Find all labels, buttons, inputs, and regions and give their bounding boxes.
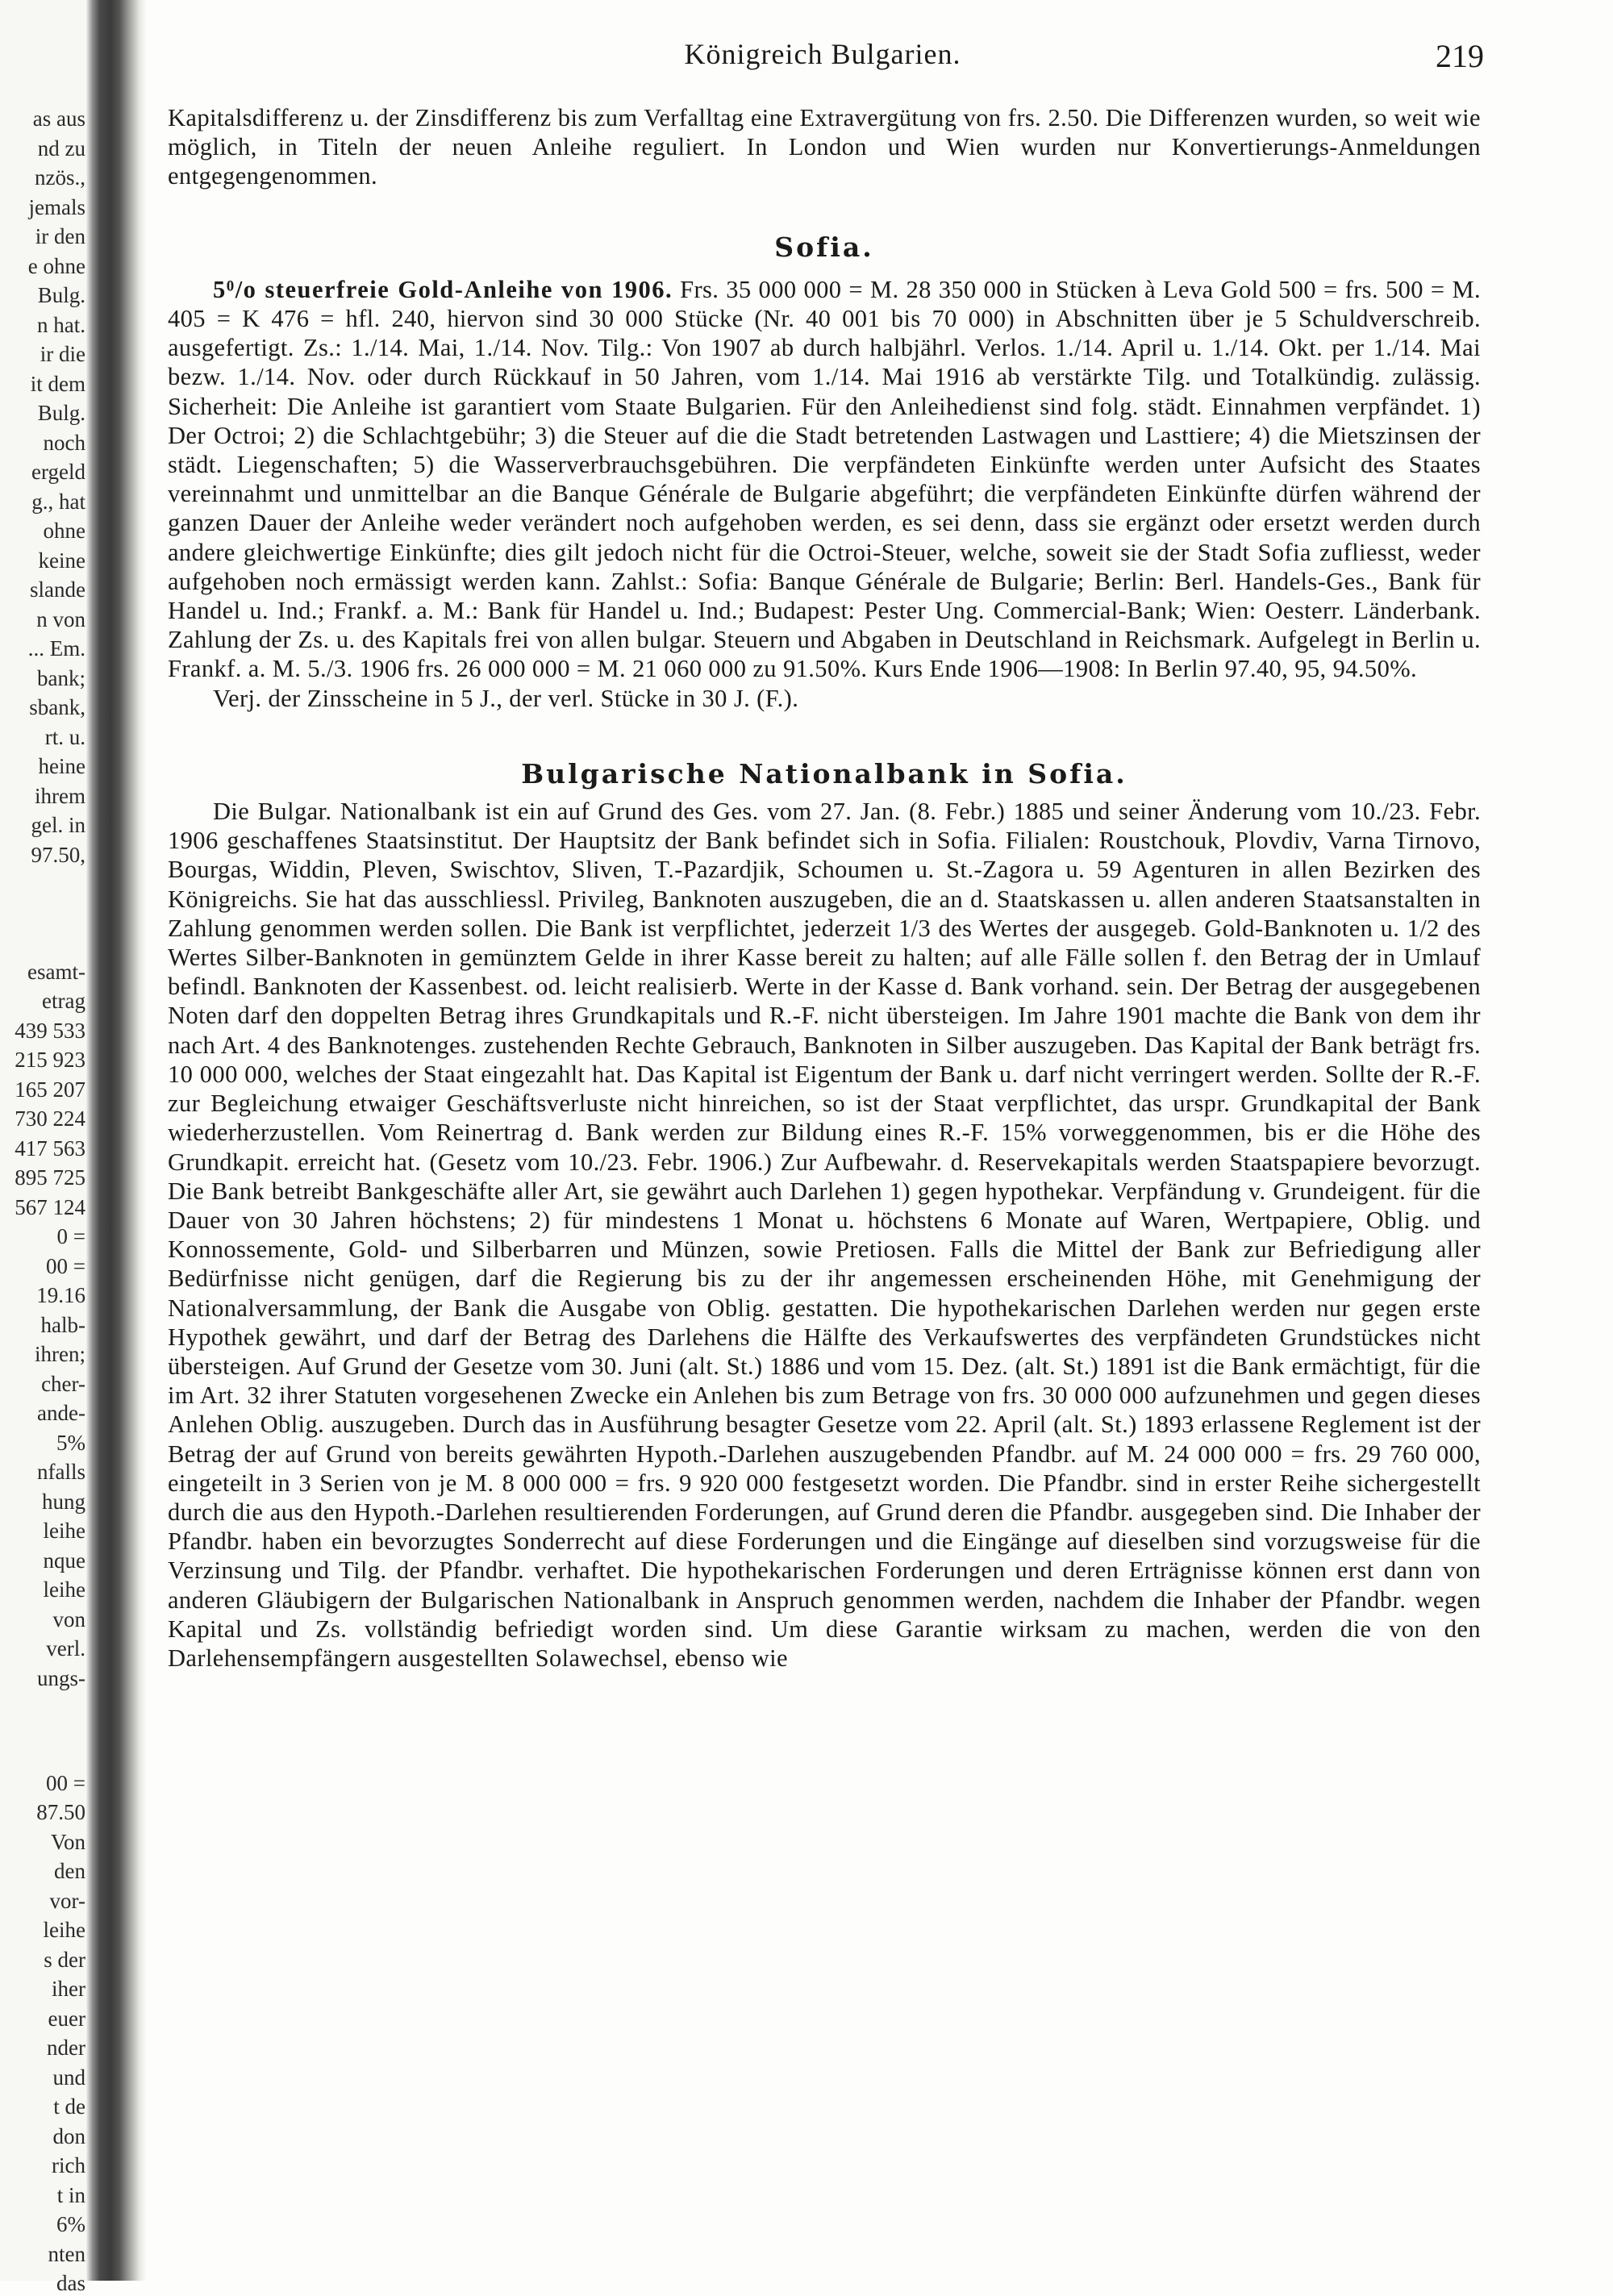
facing-page-fragment: t in (56, 2182, 85, 2207)
facing-page-fragment: it dem (30, 371, 85, 396)
verjaehrung-line: Verj. der Zinsscheine in 5 J., der verl. Stücke in 30 J. (F.). (213, 684, 799, 712)
page-header (161, 37, 1484, 85)
facing-page-fragment: 730 224 (15, 1106, 85, 1131)
facing-page-fragment: Von (50, 1829, 85, 1854)
facing-page-fragment: ... Em. (27, 636, 85, 660)
facing-page-fragment: leihe (43, 1918, 85, 1942)
facing-page-fragment: 895 725 (15, 1165, 85, 1190)
facing-page-fragment: 97.50, (31, 842, 85, 867)
facing-page-fragment: hung (42, 1489, 85, 1514)
facing-page-fragment: 19.16 (36, 1283, 85, 1307)
facing-page-fragment: euer (48, 2006, 85, 2031)
facing-page-fragment: ungs- (37, 1665, 85, 1690)
facing-page-fragment: 567 124 (15, 1194, 85, 1219)
page-number: 219 (1436, 38, 1484, 74)
facing-page-fragment: ohne (43, 519, 85, 543)
facing-page-fragment: 439 533 (15, 1018, 85, 1043)
loan-heading: $5^0/o$ steuerfreie Gold-Anleihe von 1906. (213, 275, 673, 303)
facing-page-fragment: 215 923 (15, 1048, 85, 1072)
facing-page-fragment: ihren; (35, 1342, 85, 1366)
facing-page-fragment: nque (43, 1548, 85, 1573)
facing-page-fragment: nfalls (37, 1460, 85, 1484)
facing-page-fragment: nten (48, 2241, 85, 2266)
facing-page-fragment: und (52, 2065, 85, 2090)
facing-page-fragment: den (54, 1859, 85, 1883)
book-gutter (86, 0, 147, 2281)
facing-page-fragment: ir die (40, 342, 85, 366)
facing-page-fragment: keine (38, 548, 85, 573)
facing-page-fragment: nder (47, 2036, 85, 2060)
facing-page-fragment: nzös., (35, 165, 85, 190)
facing-page-fragment: t de (53, 2094, 85, 2119)
facing-page-fragment: gel. in (31, 813, 85, 837)
facing-page-fragment: das (56, 2271, 85, 2295)
facing-page-fragment: 6% (56, 2212, 85, 2236)
facing-page-fragment: iher (52, 1977, 85, 2001)
facing-page-fragment: sbank, (29, 695, 85, 719)
facing-page-fragment: don (52, 2123, 85, 2148)
facing-page-fragment: 417 563 (15, 1135, 85, 1161)
facing-page-fragment: von (52, 1606, 85, 1631)
nationalbank-paragraph: Die Bulgar. Nationalbank ist ein auf Grund des Ges. vom 27. Jan. (8. Febr.) 1885 und seiner Änderung vom 10./23. Febr. 1906 geschaffenes Staatsinstitut. Der Hauptsitz der Bank befindet sich in Sofia. Filialen: Roustchouk, Plovdiv, Varna Tirnovo, Bourgas, Widdin, Pleven, Swischtov, Sliven, T.-Pazardjik, Schoumen u. St.-Zagora u. 59 Agenturen in allen Bezirken des Königreichs. Sie hat das ausschliessl. Privileg, Banknoten auszugeben, die an d. Staatskassen u. allen anderen Staatsanstalten in Zahlung genommen werden sollen. Die Bank ist verpflichtet, jederzeit 1/3 des Wertes der ausgegeb. Gold-Banknoten u. 1/2 des Wertes Silber-Banknoten in gemünztem Gelde in ihrer Kasse bereit zu halten; auf alle Fälle sollen f. den Betrag der in Umlauf befindl. Banknoten der Kassenbest. od. leicht realisierb. Werte in der Kasse d. Bank vorhand. sein. Der Betrag der ausgegebenen Noten darf den doppelten Betrag ihres Grundkapitals und R.-F. nicht übersteigen. Im Jahre 1901 machte die Bank von dem ihr nach Art. 4 des Banknotenges. zustehenden Rechte Gebrauch, Banknoten in Silber auszugeben. Das Kapital der Bank beträgt frs. 10 000 000, welches der Staat eingezahlt hat. Das Kapital ist Eigentum der Bank u. darf nicht verringert werden. Sollte der R.-F. zur Begleichung etwaiger Geschäftsverluste nicht hinreichen, so ist der Staat verpflichtet, das urspr. Grundkapital der Bank wiederherzustellen. Vom Reinertrag d. Bank werden zur Bildung eines R.-F. 15% vorweggenommen, bis er die Höhe des Grundkapit. erreicht hat. (Gesetz vom 10./23. Febr. 1906.) Zur Aufbewahr. d. Reservekapitals werden Staatspapiere bevorzugt. Die Bank betreibt Bankgeschäfte aller Art, sie gewährt auch Darlehen 1) gegen hypothekar. Verpfändung v. Grundeigent. für die Dauer von 30 Jahren höchstens; 2) für mindestens 1 Monat u. höchstens 6 Monate auf Waren, Wertpapiere, Oblig. und Konnossemente, Gold- und Silberbarren und Münzen, sowie Pretiosen. Falls die Mittel der Bank zur Befriedigung aller Bedürfnisse nicht genügen, darf die Regierung bis zu der ihr angemessen erscheinenden Höhe, mit Genehmigung der Nationalversammlung, der Bank die Ausgabe von Oblig. gestatten. Die hypothekarischen Darlehen werden nur gegen erste Hypothek gewährt, und darf der Betrag des Darlehens die Hälfte des Verkaufswertes des verpfändeten Grundstückes nicht übersteigen. Auf Grund der Gesetze vom 30. Juni (alt. St.) 1886 und vom 15. Dez. (alt. St.) 1891 ist die Bank ermächtigt, für die im Art. 32 ihrer Statuten vorgesehenen Zwecke ein Anlehen bis zum Betrage von frs. 30 000 000 aufzunehmen und gegen dieses Anlehen Oblig. auszugeben. Durch das in Ausführung besagter Gesetze vom 22. April (alt. St.) 1893 erlassene Reglement ist der Betrag der auf Grund von bereits gewährten Hypoth.-Darlehen auszugebenden Pfandbr. auf M. 24 000 000 = frs. 29 760 000, eingeteilt in 3 Serien von je M. 8 000 000 = frs. 9 920 000 festgesetzt worden. Die Pfandbr. sind in erster Reihe sichergestellt durch die aus den Hypoth.-Darlehen resultierenden Forderungen, auf Grund deren die Pfandbr. ausgegeben sind. Die Inhaber der Pfandbr. haben ein bevorzugtes Sonderrecht auf diese Forderungen und die Eingänge auf dieselben sind vorzugsweise für die Verzinsung und Tilg. der Pfandbr. verhaftet. Die hypothekarischen Forderungen und deren Erträgnisse können erst dann von anderen Gläubigern der Bulgarischen Nationalbank in Anspruch genommen werden, nachdem die Inhaber der Pfandbr. wegen Kapital und Zs. vollständig befriedigt worden sind. Um diese Garantie wirksam zu machen, werden die von den Darlehensempfängern ausgestellten Solawechsel, ebenso wie (168, 798, 1482, 1672)
section-title-nationalbank: Bulgarische Nationalbank in Sofia. (521, 757, 1127, 790)
gold-loan-paragraph (168, 275, 1481, 684)
facing-page-fragment: esamt- (27, 959, 85, 984)
facing-page-fragment: ir den (35, 224, 85, 248)
facing-page-fragment: leihe (43, 1577, 85, 1602)
facing-page-fragment: ihrem (35, 783, 85, 808)
facing-page-fragment: heine (38, 754, 85, 778)
facing-page-fragment: jemals (28, 194, 85, 219)
facing-page-fragment: rich (52, 2153, 85, 2177)
facing-page-fragment: cher- (41, 1371, 85, 1396)
facing-page-fragment: halb- (40, 1312, 85, 1337)
facing-page-fragment: noch (43, 430, 85, 455)
facing-page-fragment: n hat. (37, 312, 85, 337)
loan-details: Frs. 35 000 000 = M. 28 350 000 in Stücken à Leva Gold 500 = frs. 500 = M. 405 = K 476 = hfl. 240, hiervon sind 30 000 Stücke (Nr. 40 001 bis 70 000) in Abschnitten über je 5 Schuldverschreib. ausgefertigt. Zs.: 1./14. Mai, 1./14. Nov. Tilg.: Von 1907 ab durch halbjährl. Verlos. 1./14. April u. 1./14. Okt. per 1./14. Mai bezw. 1./14. Nov. oder durch Rückkauf in 50 Jahren, vom 1./14. Mai 1916 ab verstärkte Tilg. und Totalkündig. zulässig. Sicherheit: Die Anleihe ist garantiert vom Staate Bulgarien. Für den Anleihedienst sind folg. städt. Einnahmen verpfändet. 1) Der Octroi; 2) die Schlachtgebühr; 3) die Steuer auf die die Stadt betretenden Lastwagen und Lasttiere; 4) die Mietszinsen der städt. Liegenschaften; 5) die Wasserverbrauchsgebühren. Die verpfändeten Einkünfte werden unter Aufsicht des Staates vereinnahmt und unmittelbar an die Banque Générale de Bulgarie abgeführt; die verpfändeten Einkünfte dürfen während der ganzen Dauer der Anleihe weder verändert noch aufgehoben werden, es sei denn, dass sie ergänzt oder ersetzt werden durch andere gleichwertige Einkünfte; dies gilt jedoch nicht für die Octroi-Steuer, welche, soweit sie der Stadt Sofia zufliesst, weder aufgehoben noch ermässigt werden kann. Zahlst.: Sofia: Banque Générale de Bulgarie; Berlin: Berl. Handels-Ges., Bank für Handel u. Ind.; Frankf. a. M.: Bank für Handel u. Ind.; Budapest: Pester Ung. Commercial-Bank; Wien: Oesterr. Länderbank. Zahlung der Zs. u. des Kapitals frei von allen bulgar. Steuern und Abgaben in Deutschland in Reichsmark. Aufgelegt in Berlin u. Frankf. a. M. 5./3. 1906 frs. 26 000 000 = M. 21 060 000 zu 91.50%. Kurs Ende 1906—1908: In Berlin 97.40, 95, 94.50%. (168, 275, 1481, 683)
facing-page-fragment: 0 = (56, 1224, 85, 1248)
section-title-sofia: Sofia. (774, 231, 874, 263)
intro-paragraph: Kapitalsdifferenz u. der Zinsdifferenz bis zum Verfalltag eine Extravergütung von frs. 2.50. Die Differenzen wurden, so weit wie möglich, in Titeln der neuen Anleihe reguliert. In London und Wien wurden nur Konvertierungs-Anmeldungen entgegengenommen. (168, 104, 1481, 190)
facing-page-fragment: 87.50 (36, 1800, 85, 1824)
facing-page-fragment: n von (36, 606, 85, 631)
facing-page-fragment: nd zu (37, 135, 85, 160)
facing-page-fragment: 5% (56, 1430, 85, 1455)
facing-page-fragment: bank; (37, 665, 85, 690)
facing-page-fragment: verl. (46, 1636, 85, 1661)
facing-page-fragment: 165 207 (15, 1077, 85, 1102)
page-body (168, 103, 1481, 1673)
facing-page-fragment: Bulg. (37, 283, 85, 307)
facing-page-fragment: ande- (37, 1401, 85, 1425)
facing-page-fragment: 00 = (46, 1770, 85, 1795)
facing-page-fragment: etrag (42, 989, 85, 1013)
facing-page-fragment: g., hat (31, 489, 85, 514)
facing-page-fragment: e ohne (27, 253, 85, 278)
facing-page-fragment: slande (30, 577, 85, 602)
facing-page-fragment: 00 = (46, 1253, 85, 1278)
facing-page-fragment: ergeld (31, 460, 85, 484)
facing-page-fragment: as aus (32, 106, 85, 131)
facing-page-fragment: s der (44, 1947, 85, 1972)
facing-page-fragment: Bulg. (37, 401, 85, 425)
facing-page-edge (0, 0, 95, 2295)
fraction-one-third: 1/3 (898, 914, 932, 942)
facing-page-fragment: leihe (43, 1519, 85, 1543)
fraction-one-half: 1/2 (1407, 914, 1440, 942)
facing-page-fragment: rt. u. (44, 724, 85, 749)
running-title: Königreich Bulgarien. (684, 38, 961, 70)
facing-page-fragment: vor- (49, 1888, 85, 1913)
